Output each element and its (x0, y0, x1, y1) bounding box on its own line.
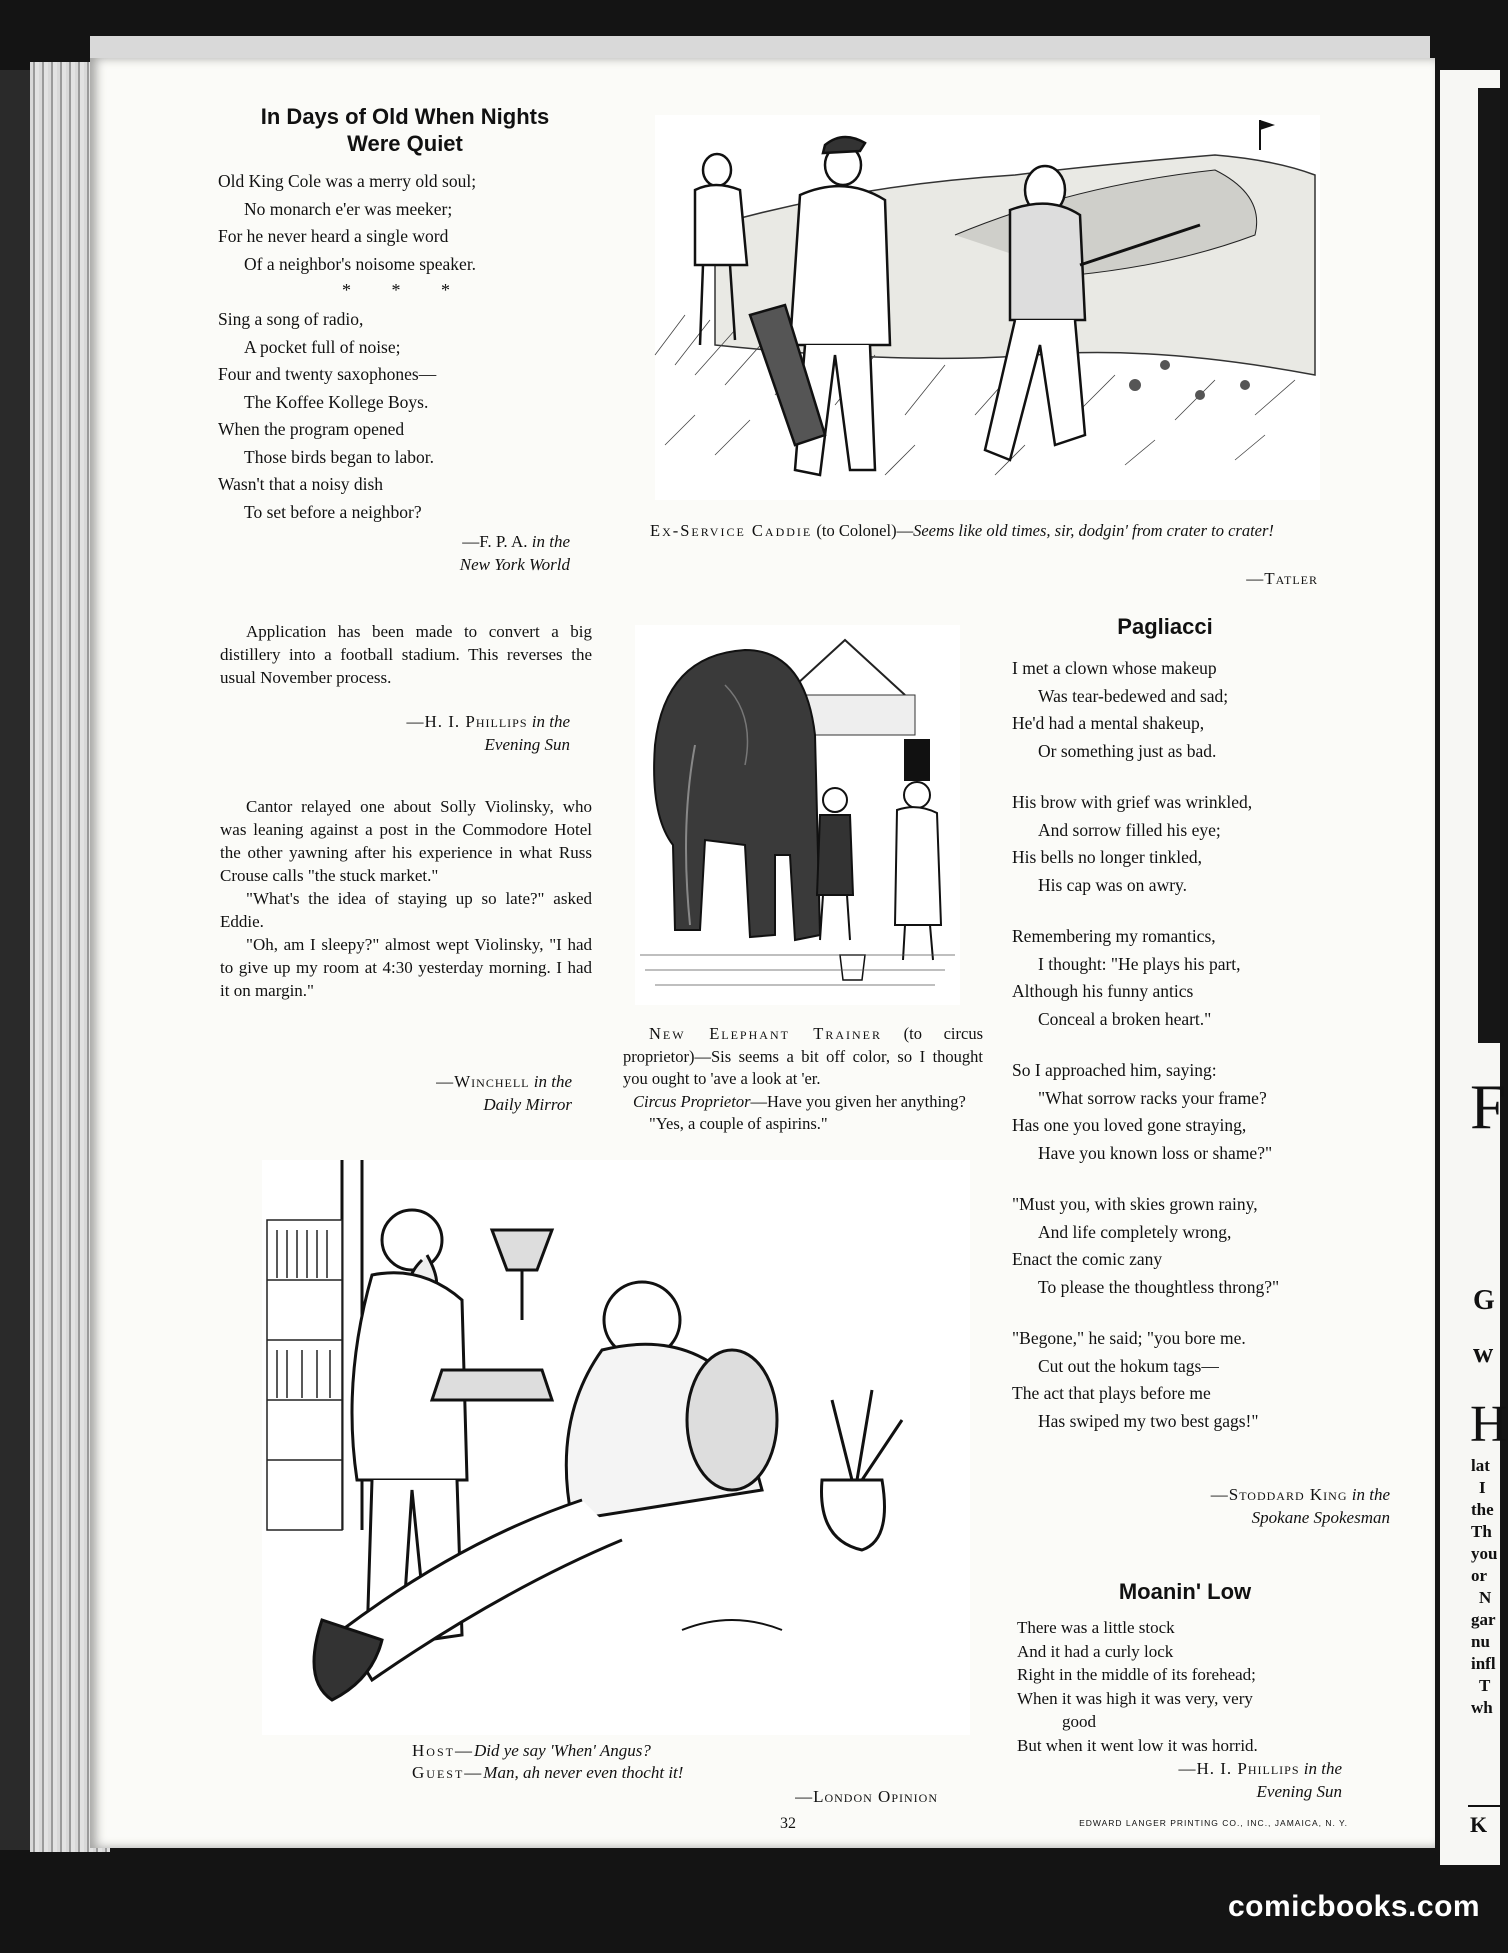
golf-cartoon-credit: —Tatler (1246, 569, 1318, 588)
page-number: 32 (780, 1815, 796, 1832)
poem-title-pagliacci: Pagliacci (1117, 614, 1213, 639)
item3-credit: —Winchell in the Daily Mirror (436, 1072, 572, 1114)
facing-page-text-fragments: lat I the Th you or N gar nu infl T wh (1471, 1456, 1498, 1717)
golf-cartoon-illustration (655, 115, 1320, 500)
host-guest-cartoon-illustration (262, 1160, 970, 1735)
poem-title-moanin-low: Moanin' Low (1118, 1579, 1252, 1604)
facing-page-frag-g: G (1473, 1285, 1495, 1316)
item2-credit: —H. I. Phillips in the Evening Sun (406, 712, 570, 754)
elephant-cartoon-illustration (635, 625, 960, 1005)
violinsky-story: Cantor relayed one about Solly Violinsky, who was leaning against a post in the Commodore Hotel the other yawning after his experience in what Russ Crouse calls "the stuck market." "What's the idea of staying up so late?" asked Eddie. "Oh, am I sleepy?" almost wept Violinsky, "I had to give up my room at 4:30 yesterday morning. I had it on margin." (220, 797, 592, 1000)
poem1-credit: —F. P. A. in the New York World (459, 532, 570, 574)
poem-old-king-cole: Old King Cole was a merry old soul; No monarch e'er was meeker; For he never heard a single word Of a neighbor's noisome speaker. (218, 171, 477, 274)
stanza-separator: * * * (342, 280, 468, 300)
poem-sing-a-song: Sing a song of radio, A pocket full of noise; Four and twenty saxophones— The Koffee Kollege Boys. When the program opened Those birds began to labor. Wasn't that a noisy dish To set before a neighbor? (218, 309, 437, 522)
host-guest-credit: —London Opinion (795, 1787, 938, 1806)
facing-page-frag-w: w (1473, 1338, 1494, 1369)
site-watermark: comicbooks.com (1228, 1890, 1481, 1923)
facing-page-frag-k: K (1470, 1812, 1488, 1837)
poem-title-days-of-old: In Days of Old When Nights Were Quiet (260, 104, 550, 156)
moanin-low-credit: —H. I. Phillips in the Evening Sun (1178, 1759, 1342, 1801)
distillery-paragraph: Application has been made to convert a big distillery into a football stadium. This reverses the usual November process. (220, 622, 592, 687)
golf-cartoon-caption: Ex-Service Caddie (to Colonel)—Seems like old times, sir, dodgin' from crater to crater! (650, 521, 1274, 540)
poem-moanin-low: There was a little stock And it had a curly lock Right in the middle of its forehead; When it was high it was very, very good But when it went low it was horrid. (1017, 1618, 1258, 1755)
elephant-cartoon-caption: New Elephant Trainer (to circus proprietor)—Sis seems a bit off color, so I thought you ought to 'ave a look at 'er. Circus Proprietor—Have you given her anything? "Yes, a couple of aspirins." (623, 1024, 983, 1133)
pagliacci-credit: —Stoddard King in the Spokane Spokesman (1210, 1485, 1390, 1527)
printer-credit: EDWARD LANGER PRINTING CO., INC., JAMAICA, N. Y. (1079, 1818, 1348, 1828)
poem-pagliacci: I met a clown whose makeup Was tear-bedewed and sad; He'd had a mental shakeup, Or something just as bad. His brow with grief was wrinkled, And sorrow filled his eye; His bells no longer tinkled, His cap was on awry. Remembering my romantics, I thought: "He plays his part, Although his funny antics Conceal a broken heart." So I approached him, saying: "What sorrow racks your frame? Has one you loved gone straying, Have you known loss or shame?" "Must you, with skies grown rainy, And life completely wrong, Enact the comic zany To please the thoughtless throng?" "Begone," he said; "you bore me. Cut out the hokum tags— The act that plays before me Has swiped my two best gags!" (1012, 658, 1280, 1431)
host-guest-caption: Host—Did ye say 'When' Angus? Guest—Man, ah never even thocht it! (412, 1741, 684, 1782)
facing-page-rule (1468, 1805, 1500, 1807)
facing-page-big-letter: F (1470, 1071, 1506, 1142)
facing-page-photo (1478, 88, 1500, 1043)
facing-page-frag-h: H (1470, 1396, 1508, 1453)
